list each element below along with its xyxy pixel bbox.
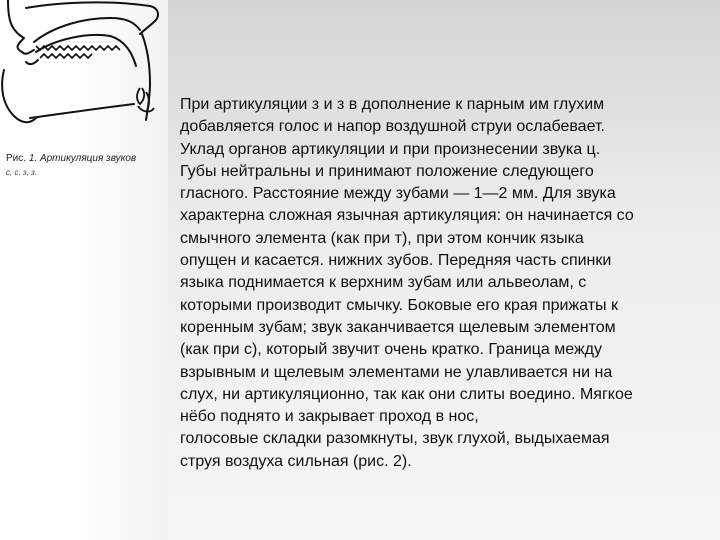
main-paragraph: При артикуляции з и з в дополнение к парным им глухим добавляется голос и напор воздушной струи ослабевает. Уклад органов артикуляции и при произнесении звука ц. Губы нейтральны и принимают положение следующего гласного. Расстояние между зубами — 1—2 мм. Для звука характерна сложная язычная артикуляция: он начинается со смычного элемента (как при т), при этом кончик языка опущен и касается. нижних зубов. Передняя часть спинки языка поднимается к верхним зубам или альвеолам, с которыми производит смычку. Боковые его края прижаты к коренным зубам; звук заканчивается щелевым элементом (как при с), который звучит очень кратко. Граница между взрывным и щелевым элементами не улавливается ни на слух, ни артикуляционно, так как они слиты воедино. Мягкое нёбо поднято и закрывает проход в нос, голосовые складки разомкнуты, звук глухой, выдыхаемая струя воздуха сильная (рис. 2). [180,96,634,470]
figure-caption [6,152,166,166]
caption-title: 1. Артикуляция звуков [28,153,137,164]
main-text-block [180,94,700,473]
articulation-diagram [0,0,168,140]
caption-prefix: Рис. [6,153,27,164]
caption-sounds: с, с, з, з. [6,168,37,177]
